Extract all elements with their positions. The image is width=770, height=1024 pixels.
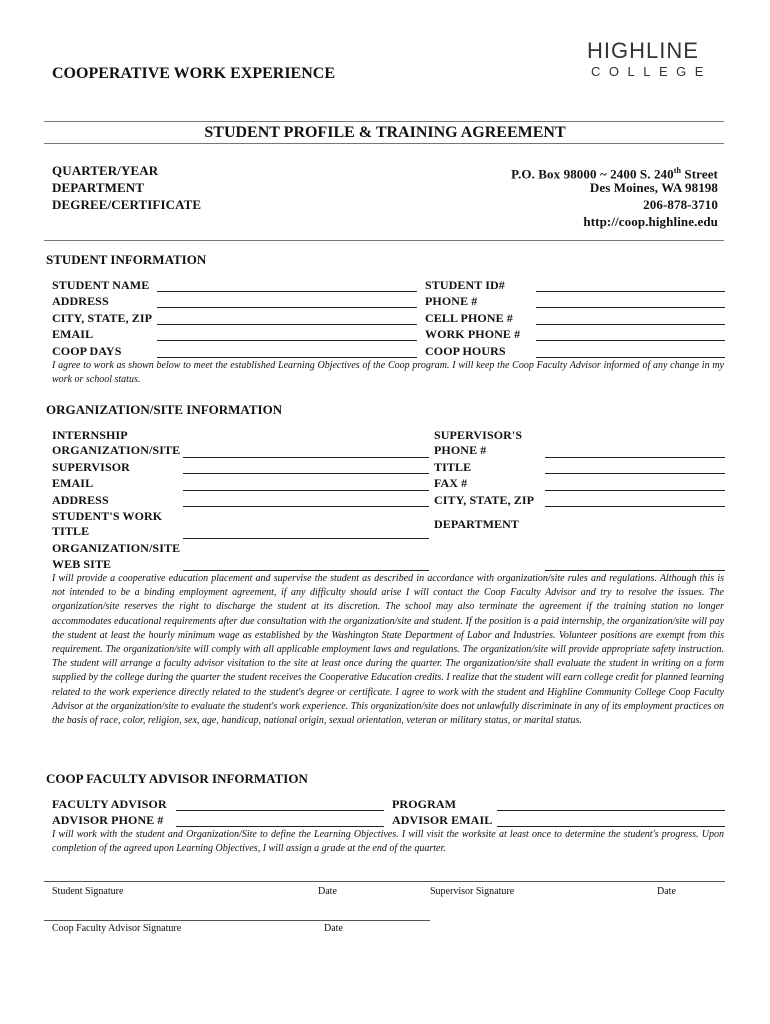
student-name-field[interactable] xyxy=(157,291,417,292)
address-line-1-street: Street xyxy=(681,166,718,182)
work-phone-label: WORK PHONE # xyxy=(425,327,521,341)
org-site-field[interactable] xyxy=(183,457,429,458)
form-title: STUDENT PROFILE & TRAINING AGREEMENT xyxy=(204,124,566,141)
supervisor-phone-label: PHONE # xyxy=(434,443,487,457)
student-name-label: STUDENT NAME xyxy=(52,278,150,292)
advisor-section-heading: COOP FACULTY ADVISOR INFORMATION xyxy=(46,771,308,786)
supervisor-date-label: Date xyxy=(657,886,676,897)
advisor-phone-field[interactable] xyxy=(176,826,384,827)
student-email-label: EMAIL xyxy=(52,327,94,341)
logo-wordmark-top: HIGHLINE xyxy=(587,38,699,63)
meta-divider xyxy=(44,240,724,241)
supervisors-label: SUPERVISOR'S xyxy=(434,428,523,442)
supervisor-field[interactable] xyxy=(183,473,429,474)
org-city-field[interactable] xyxy=(545,506,725,507)
advisor-agreement-text: I will work with the student and Organization/Site to define the Learning Objectives. I will visit the worksite at least once to determine the student's progress. Upon completion of the agreed upon Learning Objectives, I will assign a grade at the end of the quarter. xyxy=(52,829,724,855)
student-email-field[interactable] xyxy=(157,340,417,341)
students-work-title-label: TITLE xyxy=(52,524,90,538)
header-divider xyxy=(44,121,724,122)
coop-days-field[interactable] xyxy=(157,357,417,358)
address-line-1-main: P.O. Box 98000 ~ 2400 S. 240 xyxy=(511,166,674,182)
document-title: COOPERATIVE WORK EXPERIENCE xyxy=(52,65,335,82)
supervisor-phone-field[interactable] xyxy=(545,457,725,458)
org-site-label: ORGANIZATION/SITE xyxy=(52,443,181,457)
fax-field[interactable] xyxy=(545,490,725,491)
org-email-field[interactable] xyxy=(183,490,429,491)
student-signature-label: Student Signature xyxy=(52,886,124,897)
department-label: DEPARTMENT xyxy=(52,180,145,195)
student-id-label: STUDENT ID# xyxy=(425,278,505,292)
advisor-signature-line[interactable] xyxy=(44,920,430,921)
students-work-title-field[interactable] xyxy=(183,538,429,539)
org-section-heading: ORGANIZATION/SITE INFORMATION xyxy=(46,402,283,417)
org-city-label: CITY, STATE, ZIP xyxy=(434,493,535,507)
address-line-2: Des Moines, WA 98198 xyxy=(589,180,718,195)
advisor-email-label: ADVISOR EMAIL xyxy=(392,813,493,827)
student-signature-line[interactable] xyxy=(44,881,430,882)
web-site-label: WEB SITE xyxy=(52,557,112,571)
faculty-advisor-field[interactable] xyxy=(176,810,384,811)
address-phone: 206-878-3710 xyxy=(643,197,718,212)
student-address-label: ADDRESS xyxy=(52,294,109,308)
supervisor-label: SUPERVISOR xyxy=(52,460,130,474)
advisor-signature-label: Coop Faculty Advisor Signature xyxy=(52,923,182,934)
address-website-link[interactable]: http://coop.highline.edu xyxy=(583,214,718,229)
work-phone-field[interactable] xyxy=(536,340,725,341)
internship-label: INTERNSHIP xyxy=(52,428,128,442)
coop-hours-field[interactable] xyxy=(536,357,725,358)
fax-label: FAX # xyxy=(434,476,468,490)
advisor-phone-label: ADVISOR PHONE # xyxy=(52,813,164,827)
supervisor-signature-line[interactable] xyxy=(420,881,725,882)
supervisor-title-label: TITLE xyxy=(434,460,472,474)
highline-logo xyxy=(585,36,715,82)
department-field-label: DEPARTMENT xyxy=(434,517,520,531)
student-address-field[interactable] xyxy=(157,307,417,308)
address-line-1-suffix: th xyxy=(673,166,682,175)
coop-days-label: COOP DAYS xyxy=(52,344,122,358)
student-section-heading: STUDENT INFORMATION xyxy=(46,252,207,267)
web-site-field[interactable] xyxy=(183,570,429,571)
title-divider xyxy=(44,143,724,144)
department-field[interactable] xyxy=(545,570,725,571)
org-agreement-text: I will provide a cooperative education placement and supervise the student as described in accordance with organization/site rules and regulations. Although this is not intended to be a binding employment agreement, if any difficulty should arise I will contact the Coop Faculty Advisor and try to resolve the issues. The organization/site reserves the right to discharge the student at its discretion. The school may also terminate the agreement if the training station no longer accommodates educational requirements after due consultation with the organization/site and student. If the position is a paid internship, the organization/site will pay the student at least the hourly minimum wage as established by the Washington State Department of Labor and Industries. Volunteer positions are exempt from this requirement. The organization/site will comply with all applicable employment laws and regulations. The organization/site will provide appropriate safety instruction. The student will arrange a faculty advisor visitation to the site at least once during the quarter. The organization/site shall evaluate the student in writing on a form supplied by the college during the quarter the student receives the Cooperative Education credits. I realize that the student will earn college credit for planned learning related to the work experience directly related to the student's degree or certificate. I agree to work with the student and Highline Community College Coop Faculty Advisor at the organization/site to evaluate the student's work experience. This organization/site does not unlawfully discriminate in any of its employment practices on the basis of race, color, religion, sex, age, handicap, national origin, sexual orientation, veteran or military status, or marital status. xyxy=(52,573,724,727)
student-date-label: Date xyxy=(318,886,337,897)
student-phone-label: PHONE # xyxy=(425,294,478,308)
cell-phone-field[interactable] xyxy=(536,324,725,325)
org-address-field[interactable] xyxy=(183,506,429,507)
students-work-label: STUDENT'S WORK xyxy=(52,509,163,523)
org-email-label: EMAIL xyxy=(52,476,94,490)
cell-phone-label: CELL PHONE # xyxy=(425,311,513,325)
program-field[interactable] xyxy=(497,810,725,811)
faculty-advisor-label: FACULTY ADVISOR xyxy=(52,797,167,811)
advisor-email-field[interactable] xyxy=(497,826,725,827)
advisor-date-label: Date xyxy=(324,923,343,934)
student-phone-field[interactable] xyxy=(536,307,725,308)
degree-certificate-label: DEGREE/CERTIFICATE xyxy=(52,197,202,212)
logo-wordmark-bottom: COLLEGE xyxy=(591,64,712,79)
quarter-year-label: QUARTER/YEAR xyxy=(52,163,159,178)
org-site-web-label: ORGANIZATION/SITE xyxy=(52,541,181,555)
coop-hours-label: COOP HOURS xyxy=(425,344,506,358)
student-agreement-text: I agree to work as shown below to meet the established Learning Objectives of the Coop program. I will keep the Coop Faculty Advisor informed of any change in my work or school status. xyxy=(52,360,724,386)
student-city-field[interactable] xyxy=(157,324,417,325)
student-city-label: CITY, STATE, ZIP xyxy=(52,311,153,325)
supervisor-signature-label: Supervisor Signature xyxy=(430,886,515,897)
program-label: PROGRAM xyxy=(392,797,457,811)
org-address-label: ADDRESS xyxy=(52,493,109,507)
student-id-field[interactable] xyxy=(536,291,725,292)
supervisor-title-field[interactable] xyxy=(545,473,725,474)
